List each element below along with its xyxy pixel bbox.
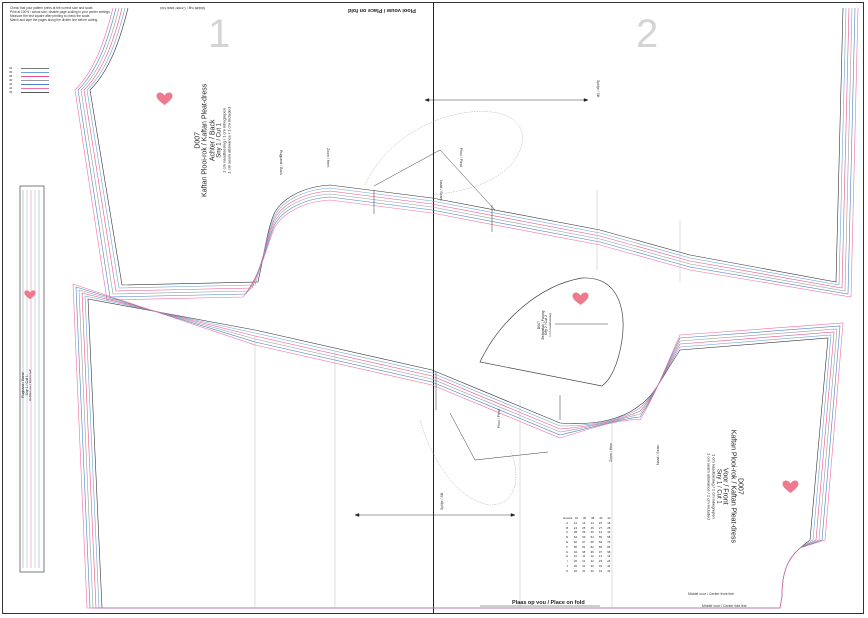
size-table-cell: 13 bbox=[582, 520, 586, 525]
mark-label: Naad / Seam bbox=[656, 444, 660, 465]
page-number-1: 1 bbox=[208, 12, 231, 56]
size-table-cell: 36 bbox=[582, 516, 587, 520]
size-table-row bbox=[563, 569, 613, 574]
front-center-label-b: Middel voor / Center fold line bbox=[702, 604, 747, 608]
seam-allowance-nl: 1 cm naadtoeslag / 1 cm inbegrepen bbox=[711, 453, 717, 519]
size-table-cell: 81 bbox=[582, 544, 586, 549]
size-table-cell: 44 bbox=[607, 568, 611, 573]
piece-cut: Sny 1 / Cut 1 bbox=[24, 375, 29, 396]
size-table-cell: H bbox=[566, 554, 569, 559]
mark-label: Naad / Seam bbox=[439, 180, 443, 201]
fold-note: Dubbel vou / fold in half bbox=[28, 369, 33, 401]
size-table-cell: 96 bbox=[590, 549, 594, 554]
size-table-cell: B bbox=[566, 525, 569, 530]
size-table-cell: 84 bbox=[607, 544, 611, 549]
front-fold-label: Plaas op vou / Place on fold bbox=[512, 600, 585, 606]
piece-cut: Sny 1 / Cut 1 bbox=[715, 469, 722, 504]
mark-label: Plooi / Pleat bbox=[497, 409, 501, 428]
size-table-cell: 98 bbox=[607, 549, 611, 554]
mark-label: Rugpand / Back bbox=[279, 150, 283, 175]
size-table-cell: D bbox=[566, 535, 569, 540]
size-table-cell: 24 bbox=[573, 525, 578, 530]
size-table-cell: 70 bbox=[607, 539, 611, 544]
size-table-cell: G bbox=[566, 549, 569, 554]
size-table-cell: J bbox=[566, 563, 568, 568]
piece-code: D007 bbox=[536, 320, 541, 330]
back-center-label: Middel rug / Center back fold bbox=[160, 6, 205, 10]
size-table-cell: 25 bbox=[582, 525, 586, 530]
brand-heart-icon bbox=[782, 480, 799, 494]
instruction-line: Check that your pattern prints at the correct size and scale. bbox=[10, 6, 94, 10]
mark-label: Splitje / Slit bbox=[440, 492, 444, 510]
legend-size: 38 bbox=[9, 74, 13, 78]
size-table-cell: 34 bbox=[607, 563, 611, 568]
size-table-cell: 32 bbox=[590, 563, 594, 568]
legend-size: 44 bbox=[9, 86, 13, 90]
size-table-cell: 42 bbox=[607, 530, 611, 535]
instruction-line: Measure the test square after printing to check the scale. bbox=[10, 14, 91, 18]
brand-heart-icon bbox=[156, 92, 173, 106]
back-piece-label bbox=[195, 75, 232, 205]
seam-note: 1 cm naadtoeslag bbox=[547, 313, 552, 337]
size-table-cell: 55 bbox=[598, 535, 603, 540]
size-table-cell: 41 bbox=[598, 530, 603, 535]
mark-label: Plooi / Pleat bbox=[459, 148, 463, 167]
piece-part: Voor / Front bbox=[721, 468, 729, 505]
piece-name: Kaftan Plooi-rok / Kaftan Pleat-dress bbox=[729, 429, 737, 543]
page-number-2: 2 bbox=[636, 12, 659, 56]
size-table-cell: 33 bbox=[598, 563, 603, 568]
size-table-cell: 69 bbox=[598, 539, 603, 544]
size-table-cell: 15 bbox=[598, 520, 603, 525]
size-table-cell: I bbox=[566, 559, 568, 564]
size-table-cell: 40 bbox=[590, 530, 594, 535]
size-table-cell: 24 bbox=[607, 559, 611, 564]
size-table-cell: 12 bbox=[590, 554, 594, 559]
size-table-cell: 54 bbox=[590, 535, 594, 540]
size-table-cell: 20 bbox=[573, 559, 578, 564]
size-table-cell: 40 bbox=[599, 516, 603, 520]
brand-heart-icon bbox=[572, 292, 589, 306]
size-table-cell: 30 bbox=[573, 563, 578, 568]
size-table-cell: 26 bbox=[590, 525, 594, 530]
band-piece-label bbox=[22, 350, 32, 420]
mark-label: Splitje / Slit bbox=[596, 80, 600, 98]
size-table-cell: 68 bbox=[590, 539, 594, 544]
piece-code: D007 bbox=[736, 477, 744, 495]
piece-part: Achter / Back bbox=[209, 119, 217, 162]
size-table-cell: 38 bbox=[591, 516, 595, 520]
size-table-cell: 14 bbox=[607, 554, 611, 559]
size-table-cell: 13 bbox=[598, 554, 603, 559]
size-table-cell: 42 bbox=[607, 516, 611, 520]
mark-label: Zoom / Hem bbox=[326, 148, 330, 168]
size-table-cell: 22 bbox=[590, 559, 594, 564]
size-table-cell: F bbox=[566, 544, 569, 549]
size-table bbox=[563, 516, 613, 574]
piece-cut: Sny 2 / Cut 2 bbox=[544, 314, 549, 336]
piece-code: D007 bbox=[194, 131, 202, 149]
size-table-cell: 31 bbox=[582, 563, 586, 568]
size-table-cell: 97 bbox=[598, 549, 603, 554]
legend-size: 34 bbox=[9, 66, 13, 70]
size-table-cell: A bbox=[566, 520, 569, 525]
size-table-cell: 38 bbox=[573, 530, 578, 535]
back-size-outline bbox=[75, 8, 858, 300]
size-table-cell: 56 bbox=[607, 535, 611, 540]
seam-allowance-nl: 1 cm naadtoeslag / 1 cm inbegrepen bbox=[221, 107, 227, 173]
seam-allowance-en: 1 cm seam allowance / 1 cm included bbox=[706, 453, 712, 520]
size-table-cell: 10 bbox=[573, 554, 578, 559]
size-table-cell: 11 bbox=[582, 554, 586, 559]
legend-size: 36 bbox=[9, 70, 13, 74]
size-table-cell: 42 bbox=[590, 568, 594, 573]
piece-name: Belegstuk / Facing bbox=[540, 310, 545, 340]
size-table-cell: 23 bbox=[598, 559, 603, 564]
size-table-cell: 94 bbox=[573, 549, 578, 554]
size-table-cell: 16 bbox=[607, 520, 611, 525]
size-table-cell: 53 bbox=[582, 535, 586, 540]
size-table-cell: E bbox=[566, 539, 569, 544]
size-table-cell: 66 bbox=[573, 539, 578, 544]
size-table-cell: 12 bbox=[573, 520, 578, 525]
notch-marks bbox=[255, 190, 680, 608]
back-piece-outlines bbox=[75, 8, 858, 300]
size-table-cell: 95 bbox=[582, 549, 586, 554]
size-table-cell: 27 bbox=[598, 525, 603, 530]
size-table-cell: 39 bbox=[582, 530, 586, 535]
facing-piece-label bbox=[538, 300, 552, 350]
size-table-cell: 41 bbox=[582, 568, 586, 573]
piece-name: Rugband / Band bbox=[20, 372, 25, 398]
legend-size: 42 bbox=[9, 82, 13, 86]
front-neck-guide bbox=[420, 420, 516, 505]
size-table-cell: 83 bbox=[598, 544, 603, 549]
size-table-cell: 80 bbox=[573, 544, 578, 549]
seam-allowance-en: 1 cm seam allowance / 1 cm included bbox=[226, 107, 232, 174]
piece-name: Kaftan Plooi-rok / Kaftan Pleat-dress bbox=[201, 83, 209, 197]
size-table-cell: 43 bbox=[598, 568, 603, 573]
size-table-cell: 14 bbox=[590, 520, 594, 525]
size-table-cell: K bbox=[566, 568, 569, 573]
size-table-cell: 28 bbox=[607, 525, 611, 530]
front-piece-label bbox=[707, 421, 744, 551]
size-table-cell: Grootte bbox=[563, 516, 573, 520]
instruction-line: Print at 100% / actual size; disable page scaling in your printer settings. bbox=[10, 10, 111, 14]
front-center-label-a: Middel voor / Center front line bbox=[688, 592, 734, 596]
legend-size: 40 bbox=[9, 78, 13, 82]
size-table-cell: 34 bbox=[574, 516, 578, 520]
size-table-cell: 40 bbox=[573, 568, 578, 573]
size-table-cell: 21 bbox=[582, 559, 586, 564]
brand-heart-icon bbox=[24, 287, 36, 297]
back-neck-guide bbox=[365, 111, 523, 195]
mark-label: Zoom / Hem bbox=[609, 442, 613, 462]
instruction-line: Match and tape the pages along the divider line before cutting. bbox=[10, 18, 99, 22]
size-table-cell: 52 bbox=[573, 535, 578, 540]
piece-cut: Sny 1 / Cut 1 bbox=[216, 123, 223, 158]
size-table-cell: C bbox=[566, 530, 569, 535]
legend-size: 46 bbox=[9, 90, 13, 94]
size-table-cell: 82 bbox=[590, 544, 594, 549]
size-table-cell: 67 bbox=[582, 539, 586, 544]
back-fold-label: Plooi vouw / Place on fold bbox=[348, 7, 416, 13]
